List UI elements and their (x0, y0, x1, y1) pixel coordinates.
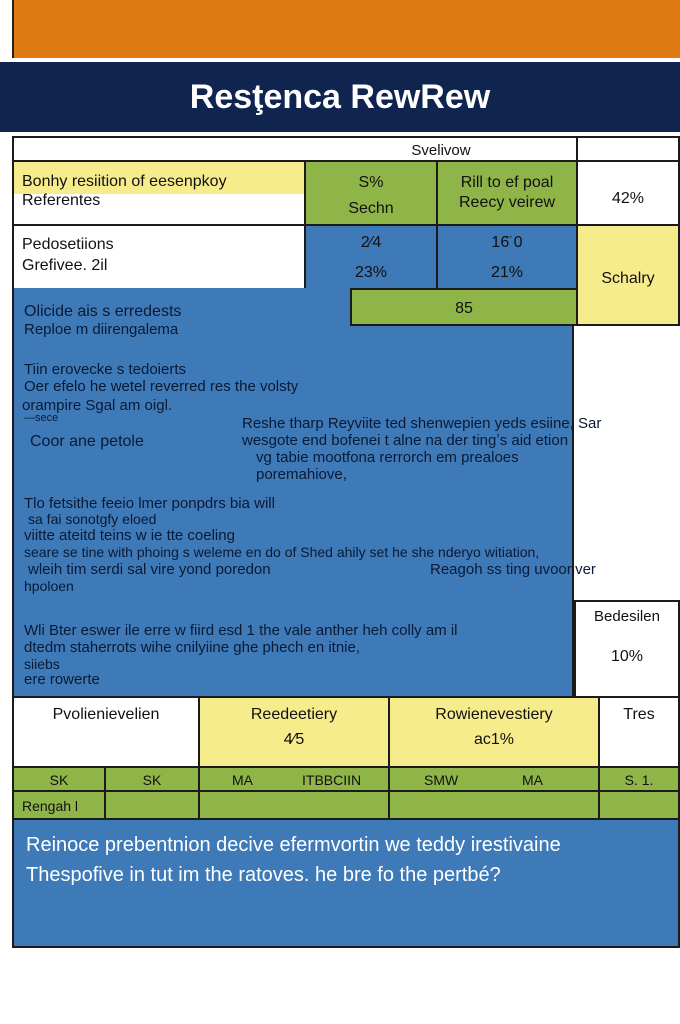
bottom-header-3-cell (388, 696, 600, 768)
para2-right: Reagoh ss ting uvooriver (430, 561, 596, 578)
right-line1: Reshe tharp Reyviite ted shenwepien yeds esiine, Sar (242, 415, 602, 432)
blue-heading-line2: Reploe m diirengalema (24, 321, 179, 338)
code-cell-1 (12, 766, 106, 792)
footer-empty-2 (198, 790, 390, 820)
code-2: SK (142, 772, 162, 788)
top-accent-bar (12, 0, 680, 58)
para3-line2: dtedm staherrots wihe cnilyiine ghe phech en itnie, (24, 639, 361, 656)
para1-line1: Tiin erovecke s tedoierts (24, 361, 187, 378)
row1-label-line1: Bonhy resiition of eesenpkoy (22, 173, 227, 190)
para3-line1: Wli Bter eswer ile erre w fiird esd 1 the vale anther heh colly am il (24, 622, 458, 639)
row2-col2-cell (304, 224, 438, 290)
right-line2: wesgote end bofenei t alne na der tingʼs aid etion (242, 432, 569, 449)
footer-empty-4 (598, 790, 680, 820)
row1-col3-cell (436, 160, 578, 226)
code-cell-5 (598, 766, 680, 792)
side-box-value: 10% (610, 648, 644, 665)
row1-label-cell (12, 160, 306, 226)
column-header: Svelivow (411, 142, 471, 159)
row2-col4-value: Schalry (601, 270, 655, 287)
row2-label-line2: Grefivee. 2il (22, 257, 108, 274)
code-5: SMW (424, 772, 459, 788)
column-header-cell (304, 136, 578, 162)
row2-label-line1: Pedosetiions (22, 236, 114, 253)
para2-line6: hpoloen (24, 578, 74, 594)
row1-col3-line2: Reecy veirew (458, 194, 556, 211)
row2-col3-cell (436, 224, 578, 290)
blue-heading-line1: Olicide ais s erredests (24, 303, 182, 320)
row1-label-line2: Referentes (22, 192, 101, 209)
row1-col2-line1: S% (358, 174, 384, 191)
footer-line1: Reinoce prebentnion decive efermvortin we teddy irestivaine (26, 834, 561, 856)
row1-col2-line2: Sechn (348, 200, 394, 217)
code-6: MA (522, 772, 543, 788)
right-line4: poremahiove, (256, 466, 347, 483)
bottom-header-3: Rowienevestiery (435, 706, 553, 723)
para2-line4: seare se tine with phoing s weleme en do of Shed ahily set he she nderyo witiation, (24, 544, 540, 560)
page-title-bar (0, 62, 680, 132)
row1-col4-value: 42% (611, 190, 645, 207)
code-cell-2 (104, 766, 200, 792)
bottom-header-4-cell (598, 696, 680, 768)
code-1: SK (49, 772, 69, 788)
para2-line1: Tlo fetsithe feeio lmer ponpdrs bia will (24, 495, 275, 512)
para3-line4: ere rowerte (24, 671, 100, 688)
para1-line2: Oer efelo he wetel reverred res the volsty (24, 378, 299, 395)
para2-line3: viitte ateitd teins w ie tte coeling (24, 527, 235, 544)
para1-line3: orampire Sgal am oigl. (22, 397, 173, 414)
bottom-value-3: ac1% (473, 731, 515, 748)
label-left: Coor ane petole (30, 433, 144, 450)
footer-line2: Thespofive in tut im the ratoves. he bre fo the pertbé? (26, 864, 501, 886)
row1-col2-cell (304, 160, 438, 226)
column-header-blank (576, 136, 680, 162)
row2-col2-line2: 23% (354, 264, 388, 281)
bottom-header-1: Pvolienievelien (52, 706, 160, 723)
row1-col4-cell (576, 160, 680, 226)
para2-line2: sa fai sonotgfy eloed (28, 511, 157, 527)
code-3: MA (232, 772, 253, 788)
code-cell-4 (388, 766, 600, 792)
code-cell-3 (198, 766, 390, 792)
bottom-value-2: 4⁄5 (283, 731, 305, 748)
row2-col2-line1: 2⁄4 (360, 234, 382, 251)
code-7: S. 1. (624, 772, 654, 788)
row2-col3-line1: 16̈ 0 (491, 234, 523, 251)
footer-panel (12, 818, 680, 948)
page-title: Resţenca RewRew (189, 77, 491, 116)
side-summary-box (574, 600, 680, 698)
para3-line3: siiebs (24, 656, 60, 672)
bottom-header-4: Tres (623, 706, 655, 723)
row3-col3-value: 85 (455, 300, 473, 317)
footer-empty-1 (104, 790, 200, 820)
footer-label-cell (12, 790, 106, 820)
bottom-header-2-cell (198, 696, 390, 768)
bottom-header-2: Reedeetiery (250, 706, 338, 723)
para2-line5: wleih tim serdi sal vire yond poredon (28, 561, 271, 578)
para1-line4: —sece (24, 412, 59, 424)
row2-label-cell (12, 224, 306, 290)
right-line3: vg tabie mootfona rerrorch em prealoes (256, 449, 519, 466)
footer-label: Rengah l (22, 798, 79, 814)
header-blank (12, 136, 306, 162)
row3-col3-cell (350, 288, 578, 326)
row2-col3-line2: 21% (490, 264, 524, 281)
row2-col4-cell (576, 224, 680, 326)
footer-empty-3 (388, 790, 600, 820)
bottom-header-1-cell (12, 696, 200, 768)
row1-col3-line1: Rill to ef poal (460, 174, 554, 191)
code-4: ITBBCIIN (302, 772, 362, 788)
side-box-label: Bedesilen (594, 608, 660, 625)
